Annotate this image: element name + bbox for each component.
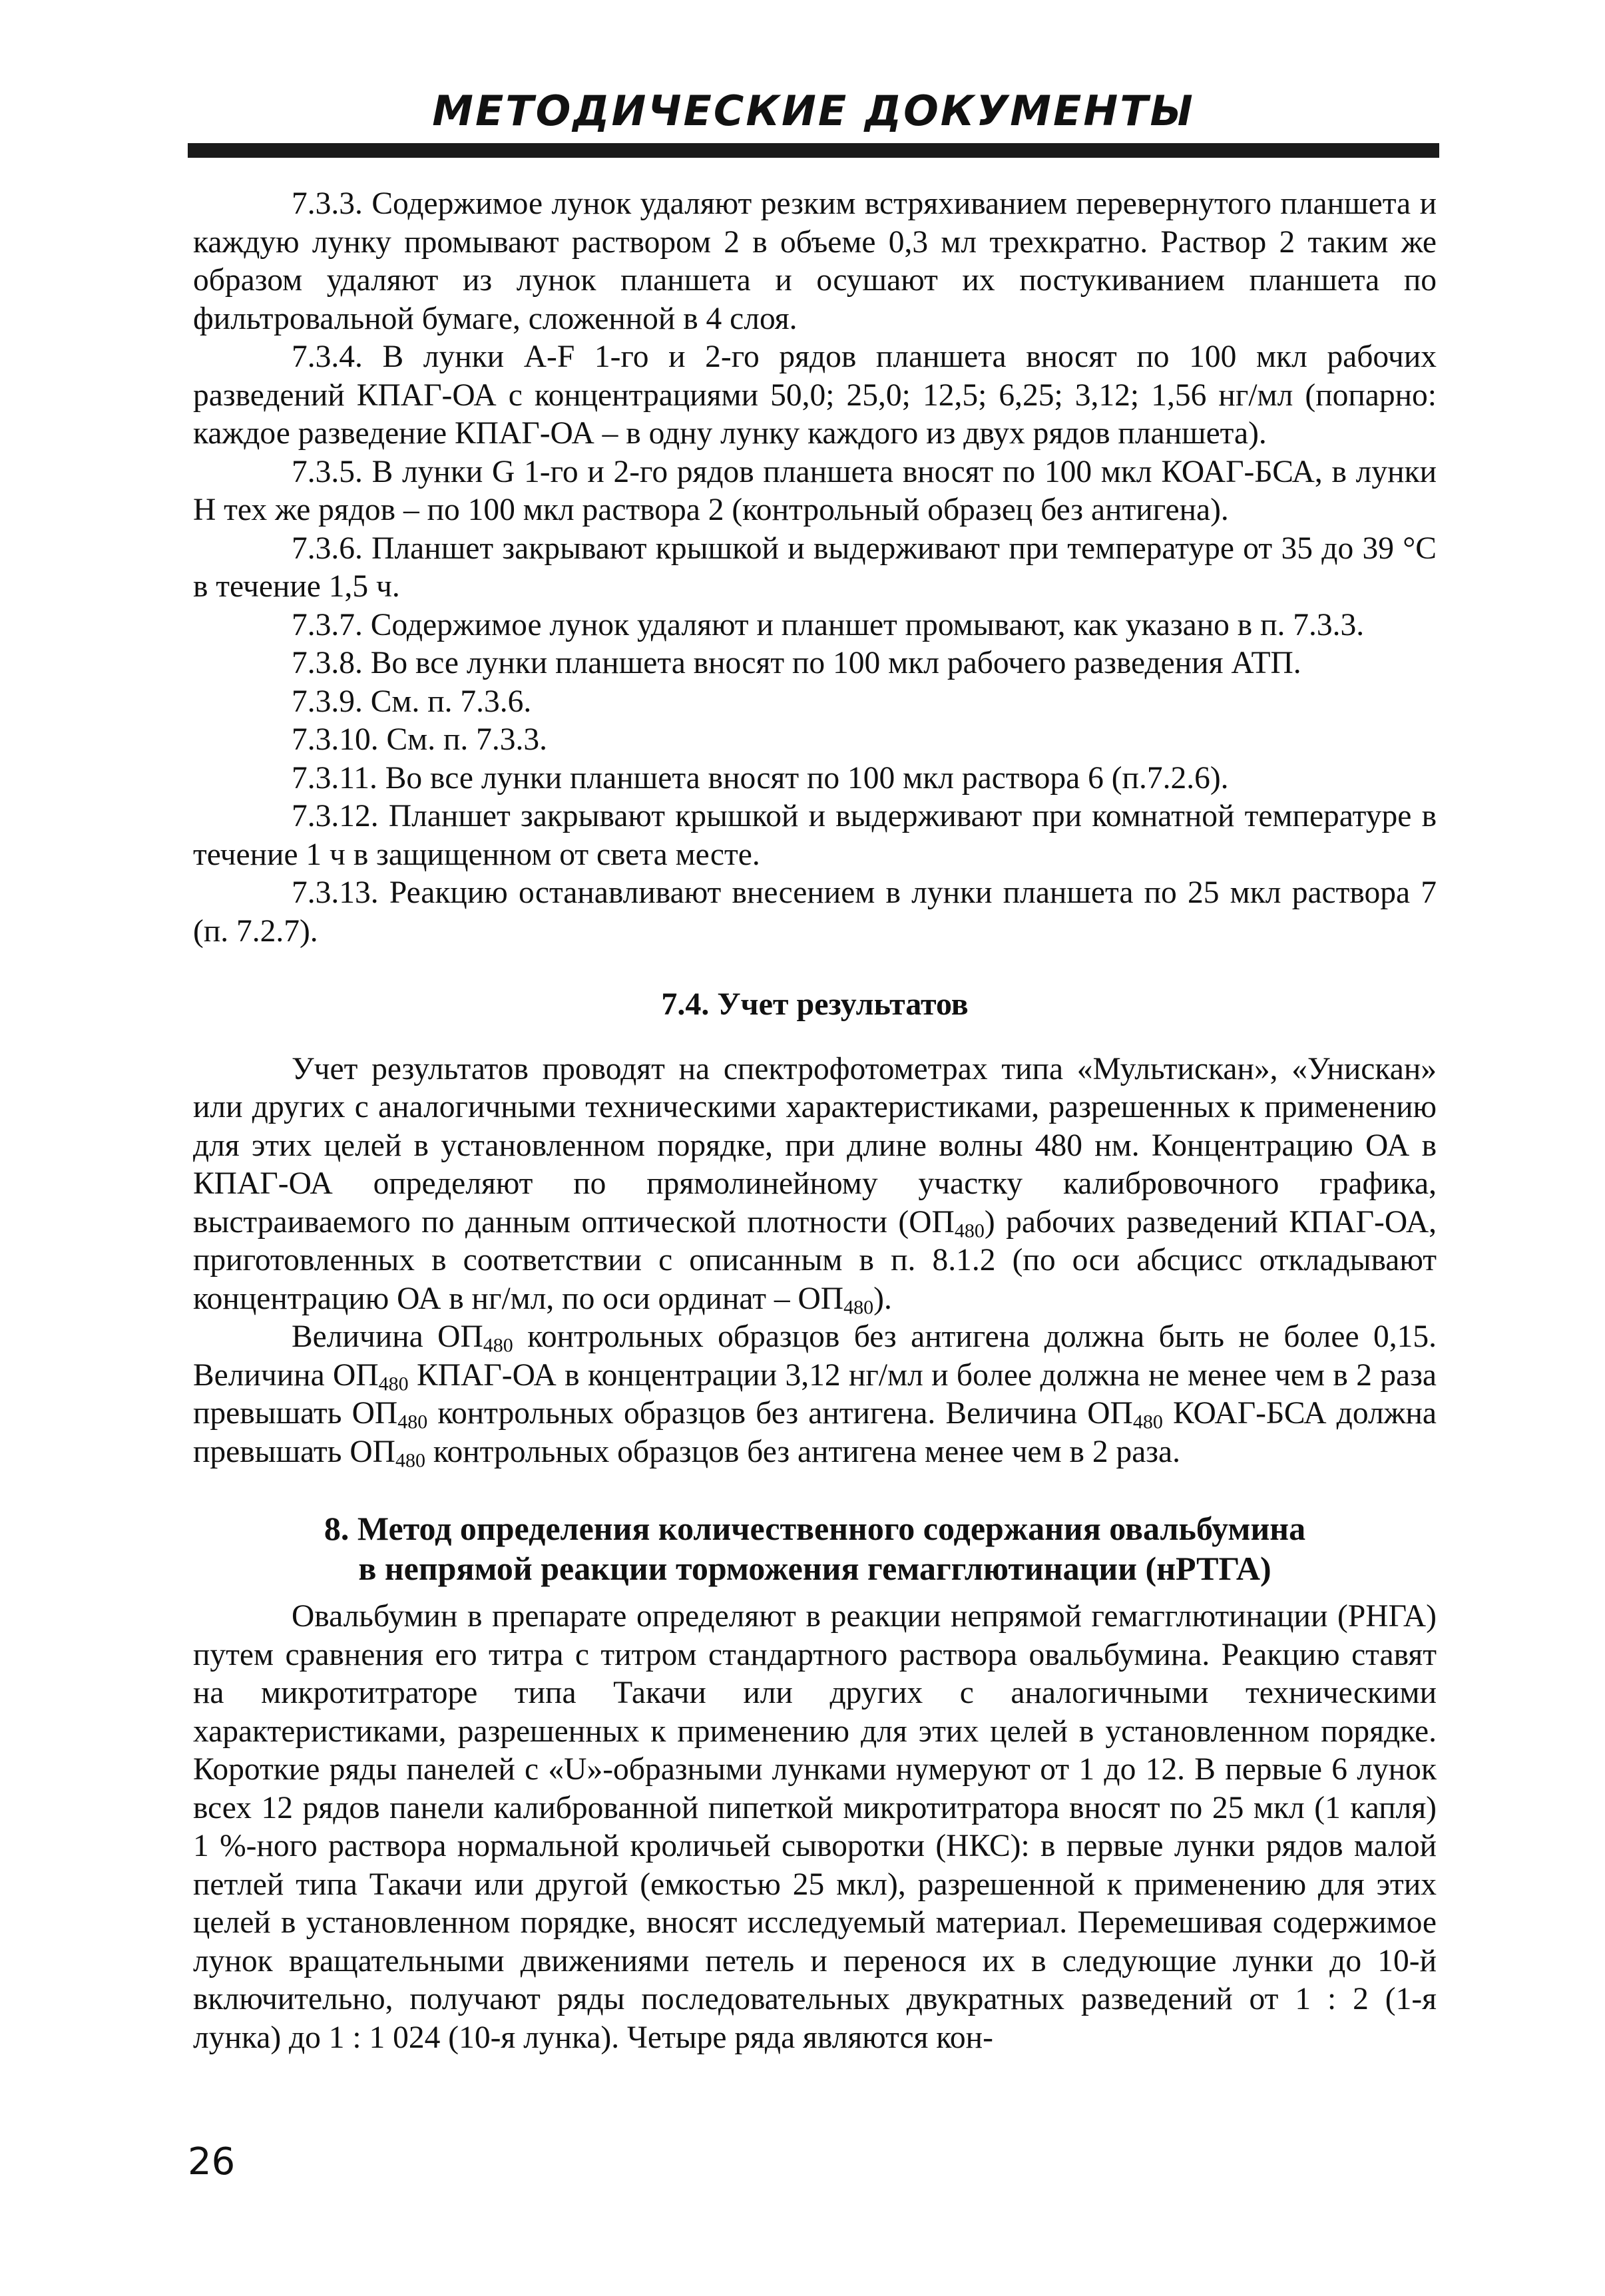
page-number: 26 — [188, 2140, 236, 2183]
paragraph-7-3-12: 7.3.12. Планшет закрывают крышкой и выдерживают при комнатной температуре в течение 1 ч в защищенном от света месте. — [193, 799, 1437, 872]
text-run: контрольных образцов без антигена. Величина ОП — [427, 1396, 1133, 1431]
page-body — [193, 185, 1437, 2057]
paragraph-8-method: Овальбумин в препарате определяют в реакции непрямой гемагглютинации (РНГА) путем сравнения его титра с титром стандартного раствора овальбумина. Реакцию ставят на микротитраторе типа Такачи или других с аналогичными техническими характеристиками, разрешенных к применению для этих целей в установленном порядке. Короткие ряды панелей с «U»-образными лунками нумеруют от 1 до 12. В первые 6 лунок всех 12 рядов панели калиброванной пипеткой микротитратора вносят по 25 мкл (1 капля) 1 %-ного раствора нормальной кроличьей сыворотки (НКС): в первые лунки рядов малой петлей типа Такачи или другой (емкостью 25 мкл), разрешенной к применению для этих целей в установленном порядке, вносят исследуемый материал. Перемешивая содержимое лунок вращательными движениями петель и перенося их в следующие лунки до 10-й включительно, получают ряды последовательных двукратных разведений от 1 : 2 (1-я лунка) до 1 : 1 024 (10-я лунка). Четыре ряда являются кон- — [193, 1599, 1437, 2055]
paragraph-7-3-7: 7.3.7. Содержимое лунок удаляют и планшет промывают, как указано в п. 7.3.3. — [292, 607, 1365, 642]
section-7-4-heading: 7.4. Учет результатов — [661, 987, 969, 1022]
text-run: контрольных образцов без антигена должна быть не более 0,15. Величина ОП — [193, 1319, 1437, 1393]
paragraph-7-3-3: 7.3.3. Содержимое лунок удаляют резким встряхиванием перевернутого планшета и каждую лунку промывают раствором 2 в объеме 0,3 мл трехкратно. Раствор 2 таким же образом удаляют из лунок планшета и осушают их постукиванием планшета по фильтровальной бумаге, сложенной в 4 слоя. — [193, 186, 1437, 336]
paragraph-7-3-13: 7.3.13. Реакцию останавливают внесением в лунки планшета по 25 мкл раствора 7 (п. 7.2.7). — [193, 875, 1437, 949]
subscript: 480 — [378, 1373, 409, 1395]
text-run: КОАГ-БСА должна превышать ОП — [193, 1396, 1437, 1469]
text-run: Величина ОП — [292, 1319, 483, 1354]
paragraph-7-3-6: 7.3.6. Планшет закрывают крышкой и выдерживают при температуре от 35 до 39 °С в течение 1,5 ч. — [193, 531, 1437, 604]
paragraph-7-3-11: 7.3.11. Во все лунки планшета вносят по 100 мкл раствора 6 (п.7.2.6). — [292, 760, 1229, 796]
subscript: 480 — [843, 1296, 874, 1318]
subscript: 480 — [483, 1334, 513, 1357]
paragraph-7-3-10: 7.3.10. См. п. 7.3.3. — [292, 722, 548, 757]
header-rule — [188, 143, 1439, 158]
subscript: 480 — [954, 1220, 985, 1242]
subscript: 480 — [397, 1411, 428, 1433]
paragraph-7-4-criteria — [193, 1318, 1437, 1471]
subscript: 480 — [395, 1449, 425, 1471]
paragraph-7-3-8: 7.3.8. Во все лунки планшета вносят по 100 мкл рабочего разведения АТП. — [292, 646, 1301, 680]
text-run: КПАГ-ОА в концентрации 3,12 нг/мл и более должна не менее чем в 2 раза превышать ОП — [193, 1357, 1437, 1431]
section-8-heading — [193, 1508, 1437, 1588]
section-8-heading-line-2: в непрямой реакции торможения гемагглютинации (нРТГА) — [358, 1550, 1271, 1587]
section-8-heading-line-1: 8. Метод определения количественного содержания овальбумина — [324, 1510, 1306, 1547]
text-run: ). — [873, 1281, 892, 1316]
text-run: Учет результатов проводят на спектрофотометрах типа «Мультискан», «Унискан» или других с аналогичными техническими характеристиками, разрешенных к применению для этих целей в установленном порядке, при длине волны 480 нм. Концентрацию ОА в КПАГ-ОА определяют по прямолинейному участку калибровочного графика, выстраиваемого по данным оптической плотности (ОП — [193, 1051, 1437, 1240]
paragraph-7-4-results — [193, 1050, 1437, 1319]
paragraph-7-3-5: 7.3.5. В лунки G 1-го и 2-го рядов планшета вносят по 100 мкл КОАГ-БСА, в лунки H тех же рядов – по 100 мкл раствора 2 (контрольный образец без антигена). — [193, 454, 1437, 527]
paragraph-7-3-9: 7.3.9. См. п. 7.3.6. — [292, 684, 532, 719]
subscript: 480 — [1132, 1411, 1163, 1433]
text-run: ) рабочих разведений КПАГ-ОА, приготовленных в соответствии с описанным в п. 8.1.2 (по оси абсцисс откладывают концентрацию ОА в нг/мл, по оси ординат – ОП — [193, 1204, 1437, 1316]
running-header: МЕТОДИЧЕСКИЕ ДОКУМЕНТЫ — [432, 87, 1195, 135]
paragraph-7-3-4: 7.3.4. В лунки A-F 1-го и 2-го рядов планшета вносят по 100 мкл рабочих разведений КПАГ-ОА с концентрациями 50,0; 25,0; 12,5; 6,25; 3,12; 1,56 нг/мл (попарно: каждое разведение КПАГ-ОА – в одну лунку каждого из двух рядов планшета). — [193, 340, 1437, 451]
text-run: контрольных образцов без антигена менее чем в 2 раза. — [425, 1434, 1180, 1469]
